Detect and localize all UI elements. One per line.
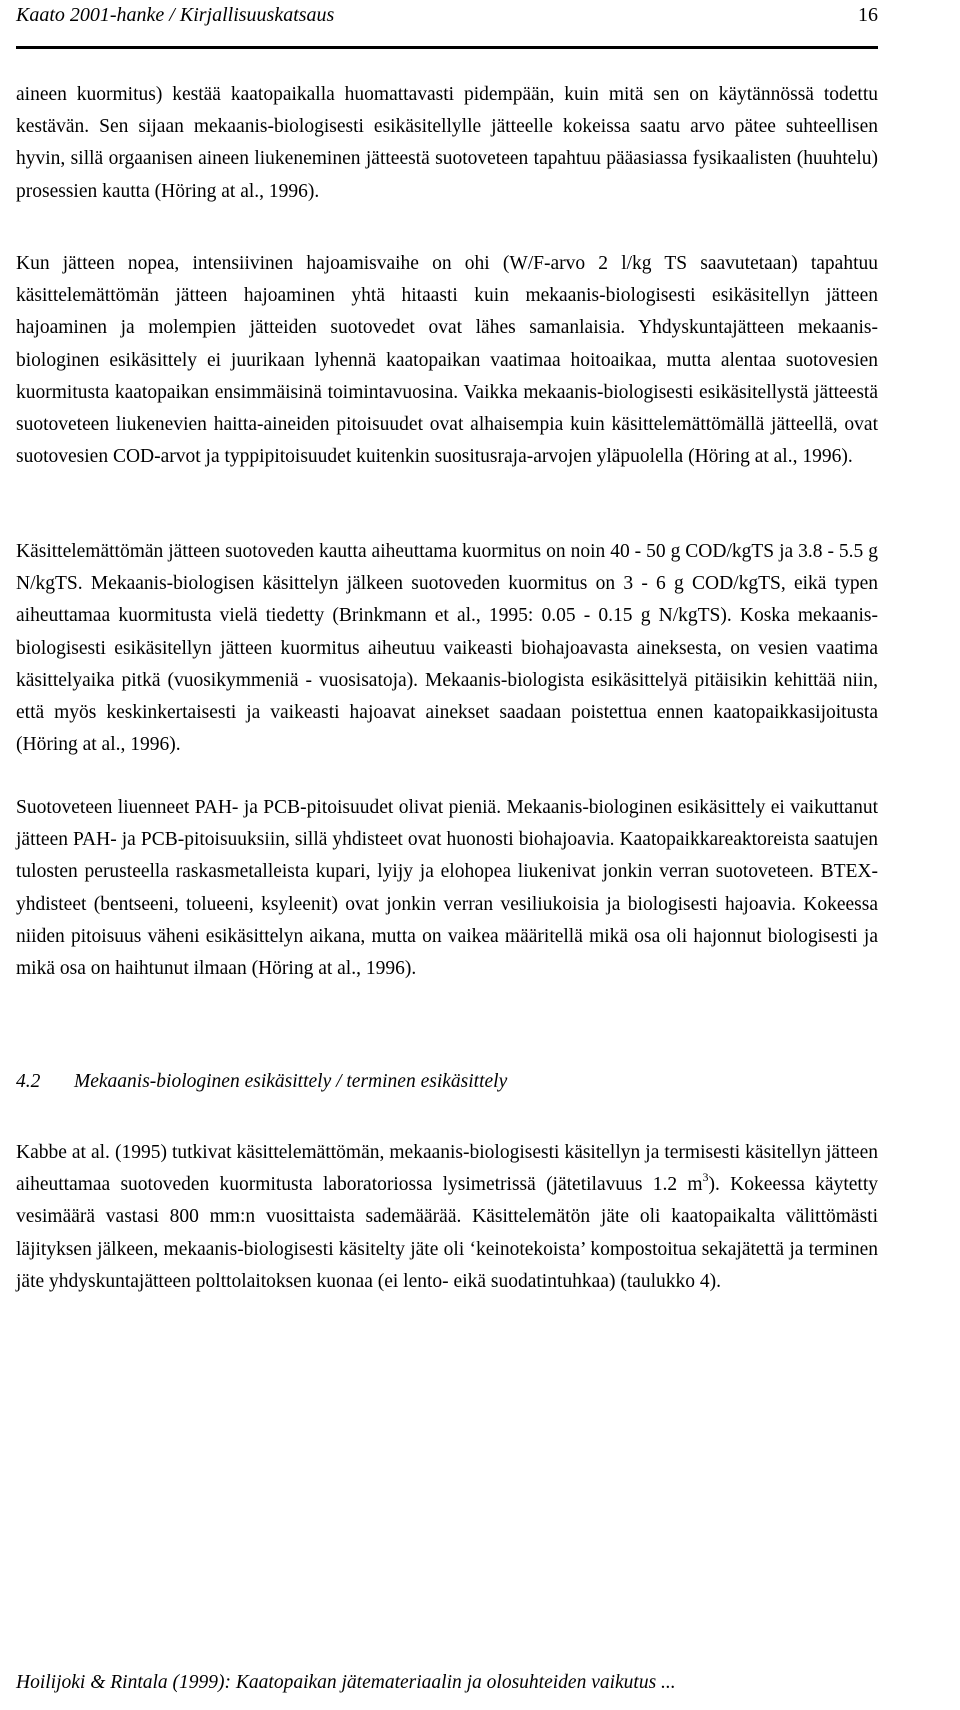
superscript-3: 3 bbox=[702, 1169, 709, 1184]
paragraph-5-part-2: ). Kokeessa käytetty vesimäärä vastasi 800 mm:n vuosittaista sademäärää. Käsittelemätön jäte oli kaatopaikalta välittömästi läjityksen jälkeen, mekaanis-biologisesti käsitelty jäte oli ‘keinotekoista’ kompostoitua sekajätettä ja terminen jäte yhdyskuntajätteen polttolaitoksen kuonaa (ei lento- eikä suodatintuhkaa) (taulukko 4). bbox=[16, 1174, 878, 1292]
page-header bbox=[16, 0, 878, 48]
paragraph-5 bbox=[16, 1137, 878, 1298]
header-divider bbox=[16, 46, 878, 49]
paragraph-1: aineen kuormitus) kestää kaatopaikalla huomattavasti pidempään, kuin mitä sen on käytännössä todettu kestävän. Sen sijaan mekaanis-biologisesti esikäsitellylle jätteelle kokeissa saatu arvo pätee suhteellisen hyvin, sillä orgaanisen aineen liukeneminen jätteestä suotoveteen tapahtuu pääasiassa fysikaalisten (huuhtelu) prosessien kautta (Höring at al., 1996). bbox=[16, 84, 878, 202]
paragraph-4: Suotoveteen liuenneet PAH- ja PCB-pitoisuudet olivat pieniä. Mekaanis-biologinen esikäsittely ei vaikuttanut jätteen PAH- ja PCB-pitoisuuksiin, sillä yhdisteet ovat huonosti biohajoavia. Kaatopaikkareaktoreista saatujen tulosten perusteella raskasmetalleista kupari, lyijy ja elohopea liukenivat jonkin verran suotoveteen. BTEX-yhdisteet (bentseeni, tolueeni, ksyleenit) ovat jonkin verran vesiliukoisia ja biologisesti hajoavia. Kokeessa niiden pitoisuus väheni esikäsittelyn aikana, mutta on vaikea määritellä mikä osa oli hajonnut biologisesti ja mikä osa on haihtunut ilmaan (Höring at al., 1996). bbox=[16, 797, 878, 980]
section-number: 4.2 bbox=[16, 1071, 41, 1092]
page-number: 16 bbox=[858, 4, 878, 26]
paragraph-2: Kun jätteen nopea, intensiivinen hajoamisvaihe on ohi (W/F-arvo 2 l/kg TS saavutetaan) tapahtuu käsittelemättömän jätteen hajoaminen yhtä hitaasti kuin mekaanis-biologisesti esikäsitellyn jätteen hajoaminen ja molempien jätteiden suotovedet ovat lähes samanlaisia. Yhdyskuntajätteen mekaanis-biologinen esikäsittely ei juurikaan lyhennä kaatopaikan vaatimaa hoitoaikaa, mutta alentaa suotovesien kuormitusta kaatopaikan ensimmäisinä toimintavuosina. Vaikka mekaanis-biologisesti esikäsitellystä jätteestä suotoveteen liukenevien haitta-aineiden pitoisuudet ovat alhaisempia kuin käsittelemättömällä jätteellä, ovat suotovesien COD-arvot ja typpipitoisuudet kuitenkin suositusraja-arvojen yläpuolella (Höring at al., 1996). bbox=[16, 253, 878, 468]
page-footer: Hoilijoki & Rintala (1999): Kaatopaikan jätemateriaalin ja olosuhteiden vaikutus ... bbox=[16, 1672, 676, 1693]
header-title: Kaato 2001-hanke / Kirjallisuuskatsaus bbox=[16, 4, 335, 26]
section-title: Mekaanis-biologinen esikäsittely / terminen esikäsittely bbox=[74, 1071, 508, 1092]
paragraph-5-part-1: Kabbe at al. (1995) tutkivat käsittelemättömän, mekaanis-biologisesti käsitellyn ja termisesti käsitellyn jätteen aiheuttamaa suotoveden kuormitusta laboratoriossa lysimetrissä (jätetilavuus 1.2 m bbox=[16, 1142, 878, 1196]
section-heading bbox=[16, 1066, 507, 1098]
paragraph-3: Käsittelemättömän jätteen suotoveden kautta aiheuttama kuormitus on noin 40 - 50 g COD/kgTS ja 3.8 - 5.5 g N/kgTS. Mekaanis-biologisen käsittelyn jälkeen suotoveden kuormitus on 3 - 6 g COD/kgTS, eikä typen aiheuttamaa kuormitusta vielä tiedetty (Brinkmann et al., 1995: 0.05 - 0.15 g N/kgTS). Koska mekaanis-biologisesti esikäsitellyn jätteen kuormitus aiheutuu vaikeasti biohajoavasta aineksesta, on vesien vaatima käsittelyaika pitkä (vuosikymmeniä - vuosisatoja). Mekaanis-biologista esikäsittelyä pitäisikin kehittää niin, että myös keskinkertaisesti ja vaikeasti hajoavat ainekset saadaan poistettua ennen kaatopaikkasijoitusta (Höring at al., 1996). bbox=[16, 541, 878, 756]
